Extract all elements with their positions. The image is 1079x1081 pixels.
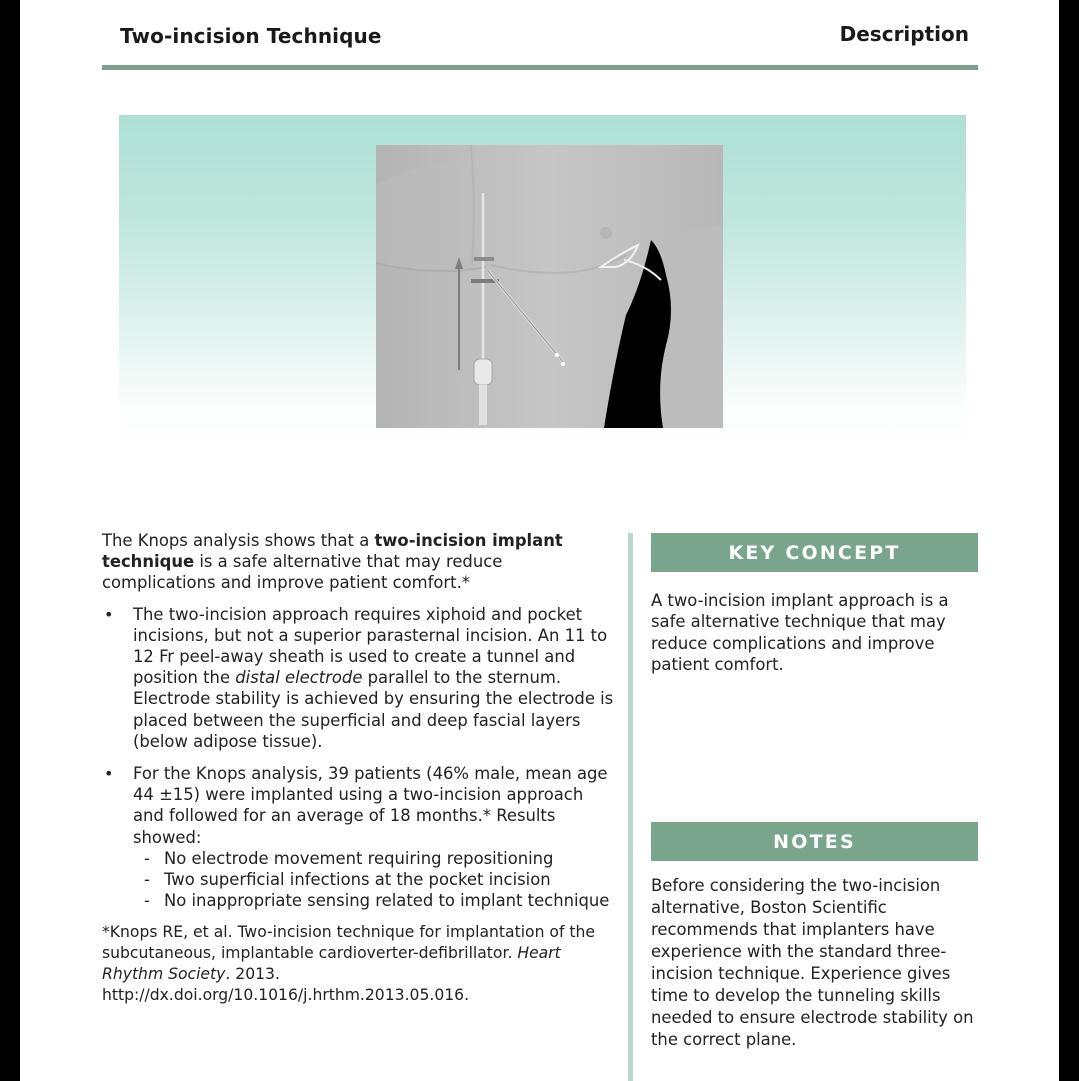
citation-footnote: [102, 922, 617, 1006]
notes-header: NOTES: [651, 822, 978, 861]
sub-item-text: No electrode movement requiring repositioning: [164, 848, 554, 868]
bullet-italic-text: distal electrode: [235, 668, 363, 688]
footnote-doi: . 2013. http://dx.doi.org/10.1016/j.hrthm.2013.05.016.: [102, 965, 470, 1005]
sub-list-item: [133, 890, 617, 911]
header-divider: [102, 65, 978, 70]
journal-name: Heart Rhythm Society: [102, 944, 561, 984]
footnote-text: *Knops RE, et al. Two-incision technique for implantation of the subcutaneous, implantable cardioverter-defibrillator.: [102, 923, 595, 963]
bullet-item: [102, 763, 617, 911]
intro-bold-text: two-incision implant technique: [102, 531, 563, 572]
bullet-text: For the Knops analysis, 39 patients (46% male, mean age 44 ±15) were implanted using a two-incision approach and followed for an average of 18 months.* Results showed:: [133, 764, 608, 847]
bullet-list: [102, 604, 617, 912]
bullet-marker: •: [104, 604, 114, 624]
notes-body: Before considering the two-incision alternative, Boston Scientific recommends that implanters have experience with the standard three-incision technique. Experience gives time to develop the tunneling skills needed to ensure electrode stability on the correct plane.: [651, 876, 974, 1049]
sub-list-item: [133, 848, 617, 869]
notes-box: [651, 822, 978, 1051]
key-concept-body: A two-incision implant approach is a safe alternative technique that may reduce complications and improve patient comfort.: [651, 591, 949, 675]
intro-text: The Knops analysis shows that a: [102, 531, 375, 550]
key-concept-header: KEY CONCEPT: [651, 533, 978, 572]
bullet-marker: •: [104, 764, 114, 784]
intro-paragraph: [102, 530, 617, 594]
sub-list-item: [133, 869, 617, 890]
document-page: [20, 0, 1059, 1081]
chest-illustration-icon: [376, 145, 723, 428]
results-sub-list: [133, 848, 617, 912]
section-label: Description: [839, 22, 969, 46]
dash-marker: -: [144, 870, 150, 890]
key-concept-box: [651, 533, 978, 676]
bullet-item: [102, 604, 617, 752]
main-text-column: [102, 530, 617, 1006]
sub-item-text: No inappropriate sensing related to implant technique: [164, 891, 610, 911]
page-title: Two-incision Technique: [120, 24, 382, 48]
bullet-text: The two-incision approach requires xiphoid and pocket incisions, but not a superior parasternal incision. An 11 to 12 Fr peel-away sheath is used to create a tunnel and position the: [133, 604, 608, 688]
sub-item-text: Two superficial infections at the pocket incision: [164, 870, 551, 890]
column-divider: [628, 533, 633, 1081]
intro-text-end: is a safe alternative that may reduce complications and improve patient comfort.*: [102, 552, 503, 593]
dash-marker: -: [144, 848, 150, 868]
dash-marker: -: [144, 891, 150, 911]
bullet-text-end: parallel to the sternum. Electrode stability is achieved by ensuring the electrode is placed between the superficial and deep fascial layers (below adipose tissue).: [133, 668, 614, 751]
